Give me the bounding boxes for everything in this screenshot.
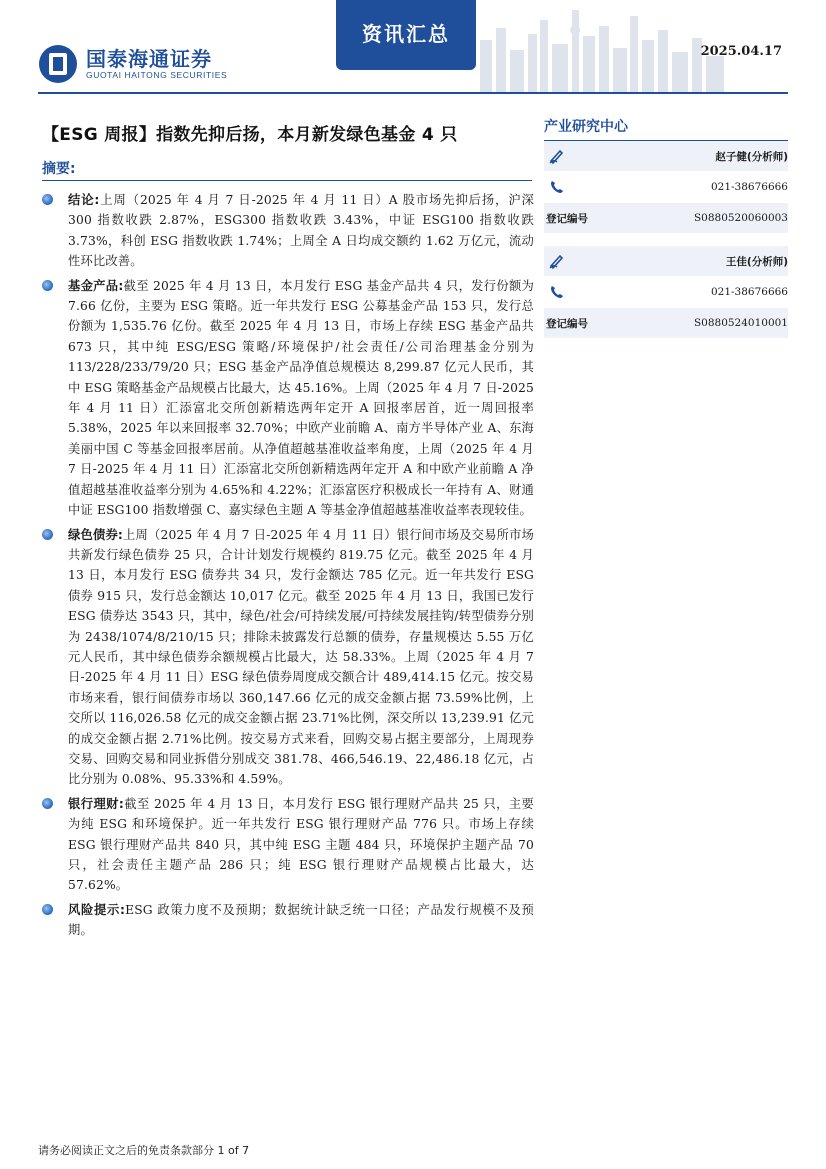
bullet-text: 截至 2025 年 4 月 13 日，本月发行 ESG 基金产品共 4 只，发行份额为 7.66 亿份，主要为 ESG 策略。近一年共发行 ESG 公募基金产品 153 只，发行总份额为 1,535.76 亿份。截至 2025 年 4 月 13 日，市场上存续 ESG 基金产品共 673 只，其中纯 ESG/ESG 策略/环境保护/社会责任/公司治理基金分别为 113/228/233/79/20 只；ESG 基金产品净值总规模达 8,299.87 亿元人民币，其中 ESG 策略基金产品规模占比最大，达 45.16%。上周（2025 年 4 月 7 日-2025 年 4 月 11 日）汇添富北交所创新精选两年定开 A 回报率居首，近一周回报率 5.38%，2025 年以来回报率 32.70%；中欧产业前瞻 A、南方半导体产业 A、东海美丽中国 C 等基金回报率居前。从净值超越基准收益率角度，上周（2025 年 4 月 7 日-2025 年 4 月 11 日）汇添富北交所创新精选两年定开 A 和中欧产业前瞻 A 净值超越基准收益率分别为 4.65%和 4.22%；汇添富医疗积极成长一年持有 A、财通中证 ESG100 指数增强 C、嘉实绿色主题 A 等基金净值超越基准收益率表现较佳。 [68,278,535,518]
sidebar-title: 产业研究中心 [544,119,628,135]
phone-icon [548,178,566,196]
bullet-text: 上周（2025 年 4 月 7 日-2025 年 4 月 11 日）银行间市场及交易所市场共新发行绿色债券 25 只，合计计划发行规模约 819.75 亿元。截至 2025 年 4 月 13 日，本月发行 ESG 债券共 34 只，发行金额达 785 亿元。近一年共发行 ESG 债券 915 只，发行总金额达 10,017 亿元。截至 2025 年 4 月 13 日，我国已发行 ESG 债券达 3543 只，其中，绿色/社会/可持续发展/可持续发展挂钩/转型债券分别为 2438/1074/8/210/15 只；排除未披露发行总额的债券，存量规模达 5.55 万亿元人民币，其中绿色债券余额规模占比最大，达 58.33%。上周（2025 年 4 月 7 日-2025 年 4 月 11 日）ESG 绿色债券周度成交额合计 489,414.15 亿元。按交易市场来看，银行间债券市场以 360,147.66 亿元的成交金额占据 73.59%比例，上交所以 116,026.58 亿元的成交金额占据 23.71%比例，深交所以 13,239.91 亿元的成交金额占据 2.71%比例。按交易方式来看，回购交易占据主要部分，上周现券交易、回购交易和同业拆借分别成交 381.78、466,546.19、22,486.18 亿元，占比分别为 0.08%、95.33%和 4.59%。 [68,527,535,787]
page-footer [38,1142,249,1158]
analyst-phone-row [544,277,788,308]
phone-icon [548,283,566,301]
bullet-lead: 结论: [68,193,100,207]
report-header [0,0,826,96]
bullet-lead: 基金产品: [68,278,124,293]
abstract-divider [42,180,532,181]
bullet-dot-icon [42,194,53,205]
report-date: 2025.04.17 [700,44,782,59]
bullet-dot-icon [42,529,53,540]
analyst-sidebar [544,114,788,339]
reg-label: 登记编号 [546,317,588,330]
analyst-name-row [544,246,788,277]
bullet-fund-products [42,276,534,521]
logo-chinese-name: 国泰海通证券 [86,46,212,71]
abstract-bullets [42,190,534,945]
logo-mark-icon [38,44,78,84]
analyst-reg-number: S0880520060003 [693,212,788,224]
reg-label: 登记编号 [546,212,588,225]
analyst-phone-row [544,172,788,203]
section-tab: 资讯汇总 [336,0,476,70]
bullet-dot-icon [42,798,53,809]
analyst-name-row [544,141,788,172]
bullet-lead: 绿色债券: [68,527,123,542]
pen-icon [548,147,566,165]
bullet-text: ESG 政策力度不及预期；数据统计缺乏统一口径；产品发行规模不及预期。 [68,902,534,938]
bullet-text: 截至 2025 年 4 月 13 日，本月发行 ESG 银行理财产品共 25 只，主要为纯 ESG 和环境保护。近一年共发行 ESG 银行理财产品 776 只。市场上存续 ESG 银行理财产品共 840 只，其中纯 ESG 主题 484 只，环境保护主题产品 70 只，社会责任主题产品 286 只；纯 ESG 银行理财产品规模占比最大，达 57.62%。 [68,796,534,893]
logo-english-name: GUOTAI HAITONG SECURITIES [86,69,228,80]
company-logo [38,44,227,84]
bullet-lead: 银行理财: [68,796,124,811]
header-divider [38,92,788,94]
analyst-reg-row [544,203,788,234]
analyst-reg-number: S0880524010001 [693,317,788,329]
footer-disclaimer: 请务必阅读正文之后的免责条款部分 [38,1144,214,1157]
analyst-phone[interactable]: 021-38676666 [710,286,788,298]
report-title: 【ESG 周报】指数先抑后扬，本月新发绿色基金 4 只 [42,125,458,145]
analyst-name: 赵子健(分析师) [715,150,788,163]
analyst-name: 王佳(分析师) [725,255,788,268]
analyst-phone[interactable]: 021-38676666 [710,181,788,193]
bullet-green-bonds [42,525,534,790]
page-number: 1 of 7 [217,1144,250,1157]
bullet-lead: 风险提示: [68,902,126,917]
bullet-conclusion [42,190,534,272]
bullet-text: 上周（2025 年 4 月 7 日-2025 年 4 月 11 日）A 股市场先抑后扬，沪深 300 指数收跌 2.87%，ESG300 指数收跌 3.43%，中证 ESG100 指数收跌 3.73%，科创 ESG 指数收跌 1.74%；上周全 A 日均成交额约 1.62 万亿元，流动性环比改善。 [68,193,534,269]
abstract-label: 摘要: [42,161,76,177]
bullet-risk-warning [42,900,534,941]
analyst-reg-row [544,308,788,339]
bullet-dot-icon [42,280,53,291]
pen-icon [548,252,566,270]
bullet-dot-icon [42,904,53,915]
bullet-bank-wealth [42,794,534,896]
